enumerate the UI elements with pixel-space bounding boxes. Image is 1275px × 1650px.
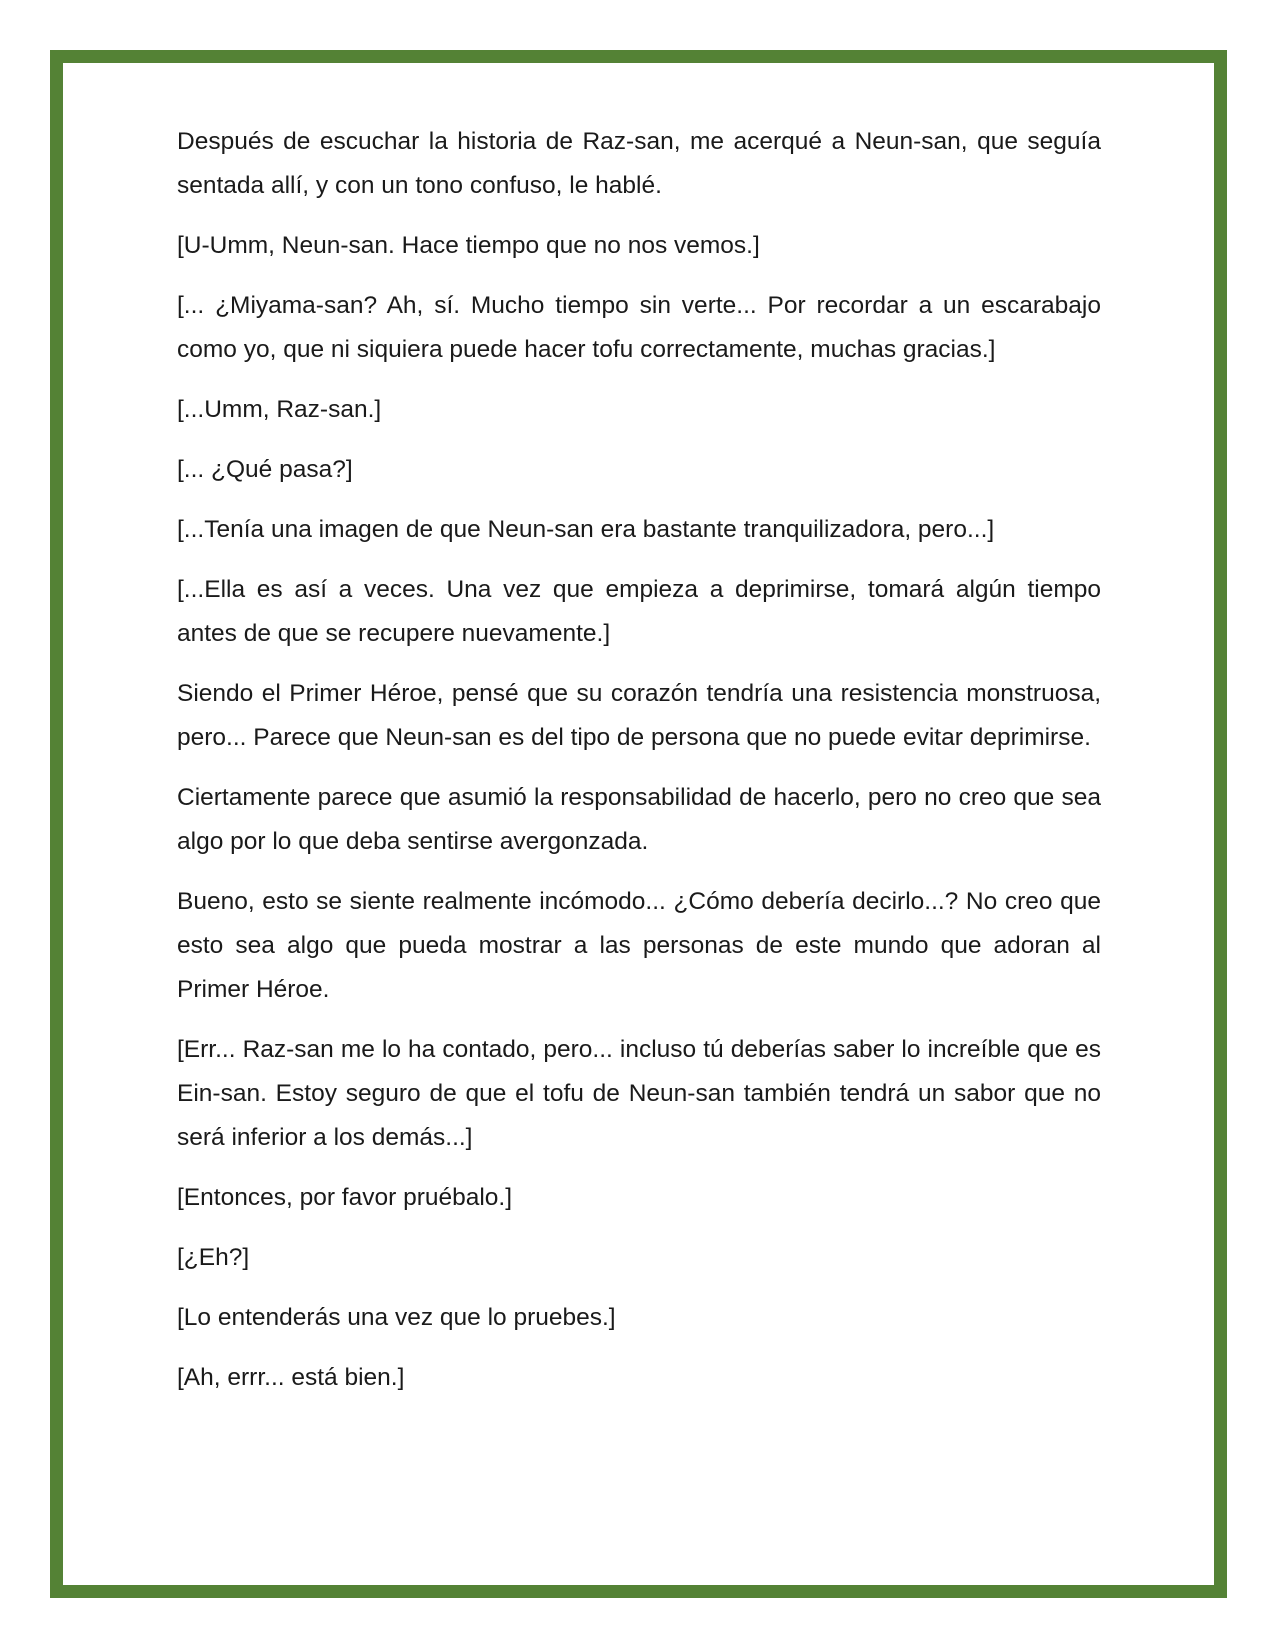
paragraph-10: Bueno, esto se siente realmente incómodo... ¿Cómo debería decirlo...? No creo que esto sea algo que pueda mostrar a las personas de este mundo que adoran al Primer Héroe.	[177, 888, 1101, 1003]
paragraph-7: [...Ella es así a veces. Una vez que empieza a deprimirse, tomará algún tiempo antes de que se recupere nuevamente.]	[177, 576, 1101, 647]
paragraph-12: [Entonces, por favor pruébalo.]	[177, 1184, 513, 1211]
paragraph-13: [¿Eh?]	[177, 1244, 250, 1271]
paragraph-5: [... ¿Qué pasa?]	[177, 456, 353, 483]
paragraph-9: Ciertamente parece que asumió la responsabilidad de hacerlo, pero no creo que sea algo por lo que deba sentirse avergonzada.	[177, 784, 1101, 855]
paragraph-8: Siendo el Primer Héroe, pensé que su corazón tendría una resistencia monstruosa, pero... Parece que Neun-san es del tipo de persona que no puede evitar deprimirse.	[177, 680, 1101, 751]
paragraph-1: Después de escuchar la historia de Raz-san, me acerqué a Neun-san, que seguía sentada allí, y con un tono confuso, le hablé.	[177, 128, 1101, 199]
paragraph-6: [...Tenía una imagen de que Neun-san era bastante tranquilizadora, pero...]	[177, 516, 995, 543]
paragraph-3: [... ¿Miyama-san? Ah, sí. Mucho tiempo sin verte... Por recordar a un escarabajo como yo, que ni siquiera puede hacer tofu correctamente, muchas gracias.]	[177, 292, 1101, 363]
paragraph-15: [Ah, errr... está bien.]	[177, 1364, 405, 1391]
document-body	[177, 120, 1101, 1416]
paragraph-11: [Err... Raz-san me lo ha contado, pero... incluso tú deberías saber lo increíble que es Ein-san. Estoy seguro de que el tofu de Neun-san también tendrá un sabor que no será inferior a los demás...]	[177, 1036, 1101, 1151]
paragraph-14: [Lo entenderás una vez que lo pruebes.]	[177, 1304, 616, 1331]
paragraph-2: [U-Umm, Neun-san. Hace tiempo que no nos vemos.]	[177, 232, 760, 259]
paragraph-4: [...Umm, Raz-san.]	[177, 396, 382, 423]
